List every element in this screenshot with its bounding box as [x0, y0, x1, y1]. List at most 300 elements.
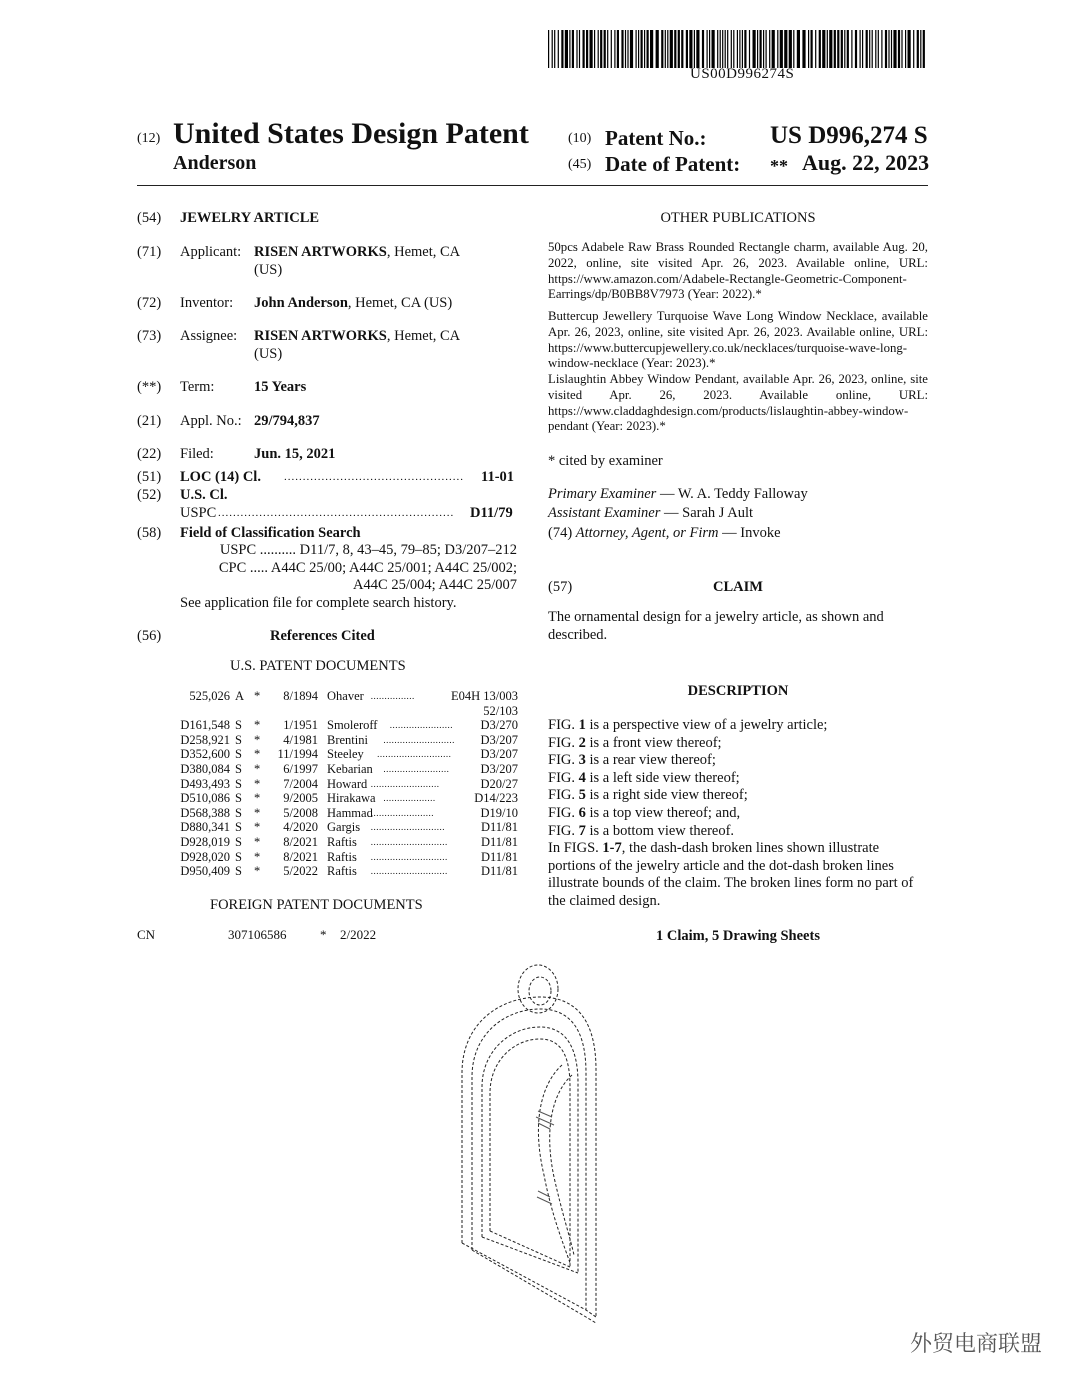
- reference-kind: A: [235, 689, 245, 703]
- barcode-bar: [561, 30, 563, 68]
- barcode-bar: [753, 30, 756, 68]
- barcode-bar: [630, 30, 633, 68]
- barcode-bar: [552, 30, 553, 68]
- inid-74: (74): [548, 525, 573, 541]
- figure-num: 1: [578, 717, 586, 733]
- reference-name: Gargis: [327, 820, 361, 835]
- reference-leader: ........................: [383, 764, 450, 774]
- figure-pre: FIG.: [548, 734, 579, 751]
- inventor-location: , Hemet, CA (US): [347, 295, 453, 311]
- barcode-bar: [644, 30, 645, 68]
- figure-description: [548, 717, 928, 735]
- barcode-bar: [641, 30, 643, 68]
- reference-kind: S: [235, 791, 242, 806]
- barcode-bar: [808, 30, 809, 68]
- barcode-bar: [777, 30, 778, 68]
- header-rule: [137, 185, 928, 186]
- reference-leader: ............................: [370, 851, 448, 862]
- figure-post: is a top view thereof; and,: [585, 804, 741, 821]
- uspc-leader: ...............................................................: [218, 507, 455, 519]
- reference-num: D161,548: [180, 718, 230, 733]
- figure-pre: FIG.: [548, 752, 579, 769]
- figure-num: 6: [578, 804, 586, 821]
- barcode-bar: [888, 30, 889, 68]
- publication-1: 50pcs Adabele Raw Brass Rounded Rectangle charm, available Aug. 20, 2022, online, site visited Apr. 26, 2023. Available online, URL: https://www.amazon.com/Adabele-Rectangle-Geometric-Component-Earrings/dp/B0BB8V7973 (Year: 2022).*: [548, 240, 928, 302]
- barcode-bar: [760, 30, 762, 68]
- barcode-bar: [548, 30, 549, 68]
- field-search-cpc: CPC ..... A44C 25/00; A44C 25/001; A44C 25/002;: [218, 560, 517, 576]
- reference-star: *: [254, 762, 261, 776]
- reference-name: Raftis: [327, 835, 357, 849]
- reference-leader: ...........................: [377, 749, 452, 760]
- reference-cls: 52/103: [483, 703, 518, 718]
- barcode-bar: [665, 30, 666, 68]
- reference-date: 8/1894: [283, 689, 318, 703]
- field-search-uspc: USPC .......... D11/7, 8, 43–45, 79–85; D3/207–212: [219, 542, 517, 558]
- reference-date: 4/2020: [283, 820, 318, 835]
- barcode-bar: [811, 30, 813, 68]
- barcode-bar: [600, 30, 602, 68]
- barcode-bar: [898, 30, 900, 68]
- barcode-bar: [614, 30, 615, 68]
- barcode-bar: [590, 30, 593, 68]
- barcode-bar: [737, 30, 738, 68]
- inid-45: (45): [568, 157, 592, 172]
- reference-num: D493,493: [180, 776, 230, 791]
- reference-date: 1/1951: [283, 718, 318, 733]
- term-value: 15 Years: [254, 379, 307, 395]
- figure-descriptions: [548, 717, 928, 840]
- us-patent-docs-label: U.S. PATENT DOCUMENTS: [230, 658, 406, 674]
- reference-num: D510,086: [180, 791, 230, 806]
- reference-star: *: [254, 689, 261, 703]
- loc-class-leader: ................................................: [284, 471, 464, 483]
- reference-cls: D19/10: [480, 805, 518, 820]
- reference-name: Raftis: [327, 864, 357, 879]
- figure-post: is a right side view thereof;: [585, 787, 748, 804]
- inventor-name: John Anderson: [254, 295, 348, 311]
- reference-star: *: [254, 820, 261, 835]
- assignee-location: , Hemet, CA: [386, 328, 461, 344]
- barcode-bar: [797, 30, 800, 68]
- reference-name: Howard: [327, 776, 368, 791]
- inid-52: (52): [137, 487, 162, 503]
- barcode-bar: [733, 30, 734, 68]
- barcode-bar: [793, 30, 794, 68]
- attorney-name: — Invoke: [722, 525, 781, 541]
- barcode-bar: [844, 30, 845, 68]
- assistant-examiner-label: Assistant Examiner: [548, 505, 661, 521]
- barcode-bar: [769, 30, 770, 68]
- barcode-bar: [819, 30, 821, 68]
- reference-kind: S: [235, 732, 242, 747]
- appl-no-value: 29/794,837: [254, 413, 320, 429]
- reference-cls: D11/81: [480, 835, 518, 849]
- inid-12: (12): [137, 131, 161, 146]
- figure-num: 7: [578, 822, 586, 839]
- claim-text: The ornamental design for a jewelry article, as shown and described.: [548, 609, 884, 643]
- inid-58: (58): [137, 525, 162, 541]
- watermark: 外贸电商联盟: [909, 1332, 1042, 1357]
- barcode-bar: [881, 30, 882, 68]
- figure-post: is a bottom view thereof.: [585, 822, 735, 839]
- reference-num: D258,921: [180, 732, 230, 747]
- barcode-bar: [731, 30, 732, 68]
- barcode-bar: [913, 30, 914, 68]
- barcode-bar: [565, 30, 568, 68]
- description-label: DESCRIPTION: [687, 683, 789, 699]
- assignee-country: (US): [254, 346, 283, 362]
- barcode-bar: [656, 30, 659, 68]
- barcode-bar: [749, 30, 750, 68]
- reference-name: Hirakawa: [327, 791, 376, 806]
- barcode-bar: [917, 30, 919, 68]
- barcode-bar: [686, 30, 688, 68]
- barcode-bar: [702, 30, 704, 68]
- inid-term: (**): [137, 379, 162, 395]
- filed-label: Filed:: [180, 446, 214, 462]
- barcode-bar: [878, 30, 879, 68]
- reference-cls: D3/207: [480, 732, 518, 747]
- reference-kind: S: [235, 864, 242, 879]
- patent-number: US D996,274 S: [770, 122, 928, 149]
- barcode-bar: [742, 30, 743, 68]
- barcode-bar: [558, 30, 559, 68]
- barcode-bar: [901, 30, 902, 68]
- barcode-bar: [875, 30, 876, 68]
- foreign-star: *: [320, 927, 327, 942]
- barcode-bar: [920, 30, 921, 68]
- figure-num: 5: [578, 787, 586, 804]
- figure-pre: FIG.: [548, 717, 579, 733]
- barcode-bar: [667, 30, 668, 68]
- reference-leader: ............................: [370, 866, 448, 877]
- reference-name: Hammad: [327, 805, 373, 820]
- barcode-bar: [661, 30, 663, 68]
- assignee-label: Assignee:: [180, 328, 238, 344]
- claim-label: CLAIM: [713, 579, 763, 595]
- barcode-bar: [872, 30, 873, 68]
- barcode-bar: [802, 30, 805, 68]
- inid-54: (54): [137, 210, 162, 226]
- inid-51: (51): [137, 469, 162, 485]
- reference-num: D928,020: [180, 849, 230, 864]
- reference-num: D950,409: [180, 864, 230, 879]
- barcode-bar: [827, 30, 828, 68]
- reference-cls: D14/223: [474, 791, 518, 806]
- reference-date: 5/2008: [283, 805, 318, 820]
- reference-star: *: [254, 805, 261, 820]
- field-search-note: See application file for complete search history.: [180, 595, 457, 611]
- reference-kind: S: [235, 747, 242, 762]
- figure-description: [548, 770, 928, 788]
- publication-2: Buttercup Jewellery Turquoise Wave Long Window Necklace, available Apr. 26, 2023, online, site visited Apr. 26, 2023. Available online, URL: https://www.buttercupjewellery.co.uk/necklaces/turquoise-wave-long-window-necklace (Year: 2023).*: [548, 309, 928, 371]
- reference-name: Ohaver: [327, 689, 364, 703]
- barcode-graphic: [548, 30, 928, 68]
- reference-name: Kebarian: [327, 762, 373, 776]
- reference-leader: ..........................: [383, 734, 455, 745]
- figure-post: is a front view thereof;: [585, 734, 722, 751]
- inid-21: (21): [137, 413, 162, 429]
- barcode-bar: [694, 30, 695, 68]
- figure-pre: FIG.: [548, 787, 579, 804]
- references-cited-label: References Cited: [270, 628, 375, 644]
- publication-3: Lislaughtin Abbey Window Pendant, available Apr. 26, 2023, online, site visited Apr. 26, 2023. Available online, URL: https://www.claddaghdesign.com/products/lislaughtin-abbey-window-pendant (Year: 2023).*: [548, 372, 928, 434]
- figure-post: is a rear view thereof;: [585, 752, 716, 769]
- barcode-bar: [893, 30, 896, 68]
- reference-star: *: [254, 864, 261, 879]
- applicant-name: RISEN ARTWORKS: [254, 244, 387, 260]
- barcode-bar: [905, 30, 906, 68]
- barcode-bar: [822, 30, 825, 68]
- barcode-bar: [727, 30, 728, 68]
- figure-post: is a perspective view of a jewelry article;: [585, 717, 828, 733]
- term-label: Term:: [180, 379, 215, 395]
- reference-kind: S: [235, 805, 242, 820]
- uspc-label: USPC: [180, 505, 217, 521]
- broken-lines-pre: In FIGS.: [548, 840, 603, 856]
- figure-num: 3: [578, 752, 586, 769]
- barcode-bar: [891, 30, 892, 68]
- reference-star: *: [254, 849, 261, 864]
- reference-star: *: [254, 747, 261, 762]
- inventor-label: Inventor:: [180, 295, 234, 311]
- reference-num: D928,019: [180, 835, 230, 849]
- reference-num: D880,341: [180, 820, 230, 835]
- reference-star: *: [254, 791, 261, 806]
- barcode-bar: [712, 30, 715, 68]
- reference-kind: S: [235, 762, 242, 776]
- figure-post: is a left side view thereof;: [585, 769, 740, 786]
- other-publications-label: OTHER PUBLICATIONS: [660, 210, 816, 226]
- figure-description: [548, 787, 928, 805]
- barcode-bar: [636, 30, 637, 68]
- assignee: [254, 327, 460, 345]
- barcode-bar: [744, 30, 746, 68]
- figure-num: 4: [578, 769, 586, 786]
- foreign-number: 307106586: [228, 927, 287, 942]
- broken-lines-figs: 1-7: [602, 840, 622, 856]
- reference-kind: S: [235, 718, 242, 733]
- barcode-bar: [583, 30, 585, 68]
- barcode-bar: [860, 30, 861, 68]
- reference-leader: ...........................: [370, 822, 446, 833]
- field-search-cpc-cont: A44C 25/004; A44C 25/007: [353, 577, 517, 593]
- figure-pre: FIG.: [548, 822, 579, 839]
- reference-date: 8/2021: [283, 835, 318, 849]
- barcode-bar: [720, 30, 721, 68]
- broken-lines-text: , the dash-dash broken lines shown illustrate portions of the jewelry article and the dot-dash broken lines illustrate bounds of the claim. The broken lines form no part of the claimed design.: [548, 840, 914, 909]
- barcode-bar: [611, 30, 612, 68]
- barcode-bar: [678, 30, 680, 68]
- barcode-bar: [784, 30, 787, 68]
- uspc-value: D11/79: [470, 505, 513, 521]
- barcode-bar: [885, 30, 887, 68]
- reference-date: 11/1994: [277, 747, 318, 762]
- reference-star: *: [254, 732, 261, 747]
- reference-date: 5/2022: [283, 864, 318, 879]
- barcode-bar: [709, 30, 710, 68]
- reference-date: 8/2021: [283, 849, 318, 864]
- barcode-bar: [647, 30, 649, 68]
- inid-57: (57): [548, 579, 573, 595]
- barcode-bar: [670, 30, 673, 68]
- barcode-bar: [638, 30, 639, 68]
- barcode-bar: [866, 30, 868, 68]
- barcode-bar: [869, 30, 870, 68]
- primary-examiner-label: Primary Examiner: [548, 486, 657, 502]
- reference-num: D352,600: [180, 747, 230, 762]
- figure-description: [548, 752, 928, 770]
- reference-cls: D11/81: [480, 849, 518, 864]
- reference-name: Brentini: [327, 732, 368, 747]
- reference-date: 7/2004: [283, 776, 318, 791]
- reference-leader: .......................: [389, 720, 453, 731]
- barcode-bar: [594, 30, 595, 68]
- document-type: United States Design Patent: [173, 117, 529, 150]
- reference-date: 6/1997: [283, 762, 318, 776]
- assignee-name: RISEN ARTWORKS: [254, 328, 387, 344]
- reference-kind: S: [235, 849, 242, 864]
- figure-description: [548, 805, 928, 823]
- barcode-bar: [674, 30, 676, 68]
- us-class-label: U.S. Cl.: [180, 487, 228, 503]
- figure-description: [548, 735, 928, 753]
- reference-leader: ...................: [383, 793, 436, 804]
- barcode-bar: [696, 30, 699, 68]
- applicant-country: (US): [254, 262, 283, 278]
- reference-num: D568,388: [180, 805, 230, 820]
- barcode-bar: [572, 30, 574, 68]
- barcode-bar: [607, 30, 608, 68]
- barcode-bar: [739, 30, 740, 68]
- reference-kind: S: [235, 820, 242, 835]
- loc-class-label: LOC (14) Cl.: [180, 469, 261, 485]
- field-search-label: Field of Classification Search: [180, 525, 361, 541]
- applicant-location: , Hemet, CA: [386, 244, 461, 260]
- barcode-bar: [554, 30, 555, 68]
- barcode-bar: [650, 30, 653, 68]
- barcode-bar: [617, 30, 619, 68]
- assistant-examiner-name: — Sarah J Ault: [664, 505, 754, 521]
- barcode-bar: [569, 30, 570, 68]
- reference-leader: .......................: [370, 807, 435, 818]
- title: JEWELRY ARTICLE: [180, 210, 320, 226]
- inventor: [254, 294, 452, 312]
- barcode-bar: [576, 30, 577, 68]
- reference-leader: .........................: [370, 778, 440, 789]
- barcode-bar: [862, 30, 863, 68]
- loc-class-value: 11-01: [481, 469, 515, 485]
- barcode-bar: [837, 30, 839, 68]
- applicant: [254, 243, 460, 261]
- barcode-bar: [689, 30, 692, 68]
- barcode-bar: [579, 30, 580, 68]
- reference-date: 4/1981: [283, 732, 318, 747]
- barcode-bar: [834, 30, 836, 68]
- barcode-bar: [722, 30, 723, 68]
- date-asterisks: **: [770, 156, 788, 176]
- reference-star: *: [254, 835, 261, 849]
- barcode-bar: [707, 30, 708, 68]
- reference-cls: D3/207: [480, 762, 518, 776]
- barcode-bar: [757, 30, 758, 68]
- figure-num: 2: [578, 734, 586, 751]
- foreign-country: CN: [137, 927, 156, 942]
- reference-num: D380,084: [180, 762, 230, 776]
- reference-name: Raftis: [327, 849, 357, 864]
- barcode-bar: [829, 30, 832, 68]
- pendant-drawing: [440, 955, 620, 1335]
- barcode-bar: [604, 30, 606, 68]
- barcode-bar: [625, 30, 626, 68]
- barcode-bar: [717, 30, 718, 68]
- barcode-bar: [627, 30, 628, 68]
- figure-pre: FIG.: [548, 769, 579, 786]
- barcode-bar: [847, 30, 849, 68]
- reference-cls: D20/27: [480, 776, 518, 791]
- barcode-bar: [598, 30, 599, 68]
- attorney: [548, 524, 781, 542]
- filed-value: Jun. 15, 2021: [254, 446, 336, 462]
- applicant-label: Applicant:: [180, 244, 242, 260]
- inid-22: (22): [137, 446, 162, 462]
- foreign-patent-docs-label: FOREIGN PATENT DOCUMENTS: [210, 897, 423, 913]
- reference-leader: ............................: [370, 837, 448, 847]
- attorney-label: Attorney, Agent, or Firm: [575, 525, 719, 541]
- foreign-date: 2/2022: [340, 927, 377, 942]
- figure-description: [548, 823, 928, 841]
- barcode-bar: [855, 30, 857, 68]
- reference-cls: D3/207: [480, 747, 518, 762]
- barcode-bar: [815, 30, 816, 68]
- barcode-bar: [908, 30, 911, 68]
- patent-number-label: Patent No.:: [605, 126, 707, 150]
- reference-cls: D11/81: [480, 820, 518, 835]
- reference-star: *: [254, 718, 261, 733]
- reference-star: *: [254, 776, 261, 791]
- inventor-surname: Anderson: [173, 152, 257, 174]
- reference-kind: S: [235, 835, 242, 849]
- date-of-patent-label: Date of Patent:: [605, 152, 741, 176]
- barcode-bar: [851, 30, 852, 68]
- primary-examiner: [548, 485, 808, 503]
- barcode-bar: [780, 30, 783, 68]
- cited-by-examiner: * cited by examiner: [548, 453, 663, 469]
- barcode-bar: [772, 30, 775, 68]
- claims-sheets: 1 Claim, 5 Drawing Sheets: [656, 928, 820, 944]
- inid-10: (10): [568, 131, 592, 146]
- assistant-examiner: [548, 504, 753, 522]
- reference-cls: D3/270: [480, 718, 518, 733]
- inid-73: (73): [137, 328, 162, 344]
- reference-name: Steeley: [327, 747, 364, 762]
- date-of-patent: Aug. 22, 2023: [802, 150, 930, 175]
- broken-lines-statement: [548, 840, 928, 910]
- barcode-bar: [763, 30, 764, 68]
- barcode-bar: [725, 30, 726, 68]
- barcode-bar: [621, 30, 623, 68]
- reference-date: 9/2005: [283, 791, 318, 806]
- figure-pre: FIG.: [548, 804, 579, 821]
- appl-no-label: Appl. No.:: [180, 413, 242, 429]
- barcode-bar: [841, 30, 843, 68]
- primary-examiner-name: — W. A. Teddy Falloway: [659, 486, 808, 502]
- barcode-bar: [766, 30, 767, 68]
- reference-cls: E04H 13/003: [450, 689, 518, 703]
- reference-kind: S: [235, 776, 242, 791]
- barcode-bar: [586, 30, 588, 68]
